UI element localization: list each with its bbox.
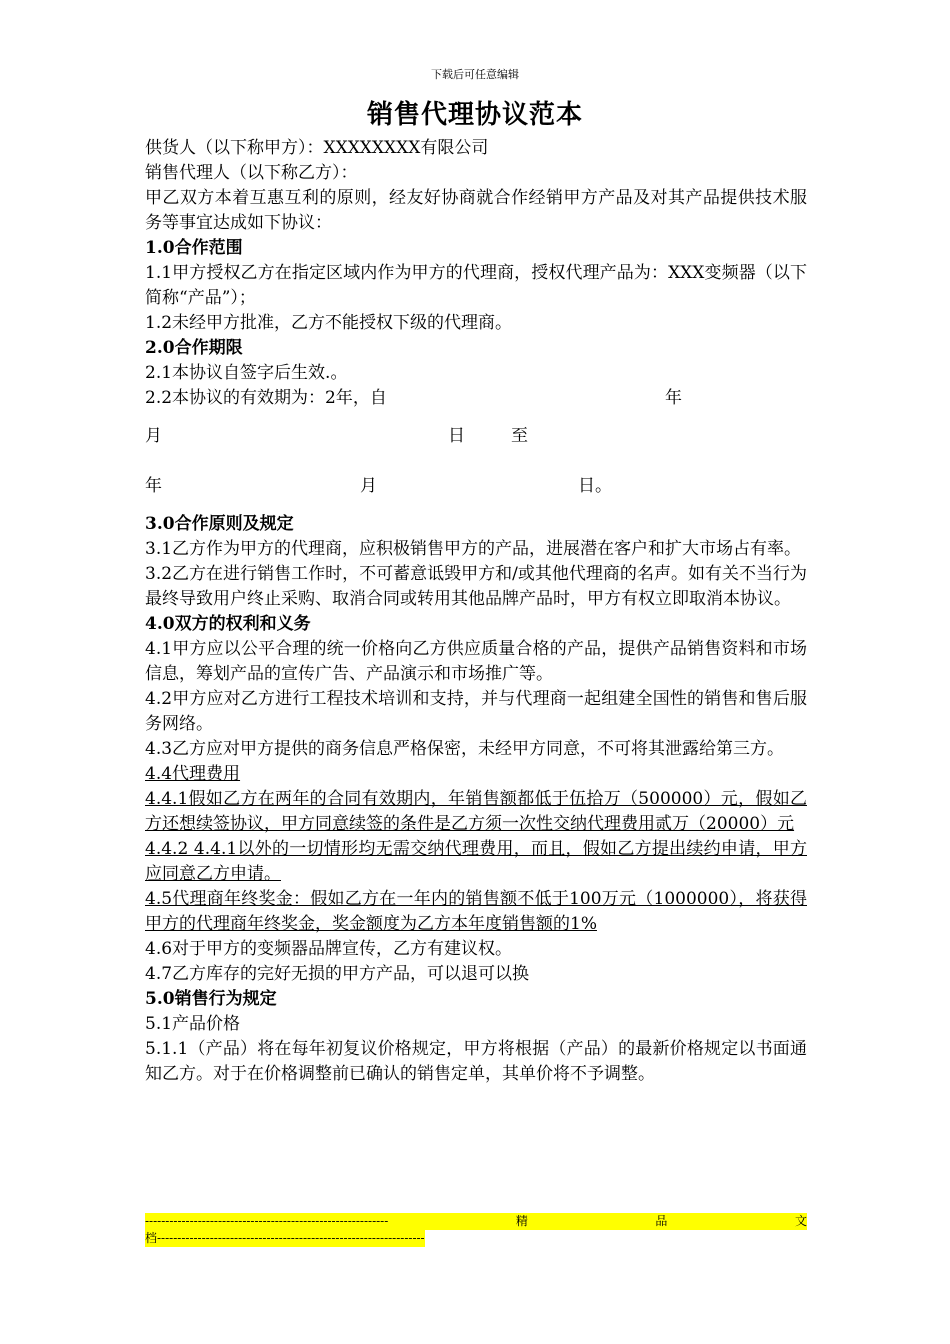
section-4-heading: 4.0双方的权利和义务 (145, 614, 311, 634)
section-1-heading: 1.0合作范围 (145, 238, 243, 258)
date-to: 至 (511, 426, 528, 446)
end-year-blank: 年 (145, 476, 162, 496)
date-line-1 (145, 424, 807, 449)
clause-4-2: 4.2甲方应对乙方进行工程技术培训和支持，并与代理商一起组建全国性的销售和售后服务网络。 (145, 689, 807, 734)
end-day-blank: 日。 (578, 476, 612, 496)
clause-4-4-1: 4.4.1假如乙方在两年的合同有效期内，年销售额都低于伍拾万（500000）元，假如乙方还想续签协议，甲方同意续签的条件是乙方须一次性交纳代理费用贰万（20000）元 (145, 789, 807, 834)
date-month-blank: 月 (145, 426, 162, 446)
footer-banner (145, 1213, 807, 1247)
section-5-heading: 5.0销售行为规定 (145, 989, 277, 1009)
clause-2-2-text: 2.2本协议的有效期为：2年，自 (145, 388, 387, 408)
clause-5-1-1: 5.1.1（产品）将在每年初复议价格规定，甲方将根据（产品）的最新价格规定以书面通知乙方。对于在价格调整前已确认的销售定单，其单价将不予调整。 (145, 1039, 807, 1084)
clause-2-1: 2.1本协议自签字后生效.。 (145, 363, 348, 383)
clause-4-4-2: 4.4.2 4.4.1以外的一切情形均无需交纳代理费用，而且，假如乙方提出续约申请，甲方应同意乙方申请。 (145, 839, 807, 884)
footer-char-2: 品 (655, 1214, 668, 1228)
clause-4-5: 4.5代理商年终奖金：假如乙方在一年内的销售额不低于100万元（1000000），将获得甲方的代理商年终奖金，奖金额度为乙方本年度销售额的1% (145, 889, 807, 934)
header-note: 下载后可任意编辑 (431, 68, 519, 81)
clause-4-7: 4.7乙方库存的完好无损的甲方产品，可以退可以换 (145, 964, 530, 984)
document-title: 销售代理协议范本 (366, 100, 583, 130)
agent-line: 销售代理人（以下称乙方）： (145, 163, 358, 183)
supplier-line: 供货人（以下称甲方）：XXXXXXXX有限公司 (145, 138, 489, 158)
clause-1-1: 1.1甲方授权乙方在指定区域内作为甲方的代理商，授权代理产品为：XXX变频器（以下简称“产品”）； (145, 263, 807, 308)
clause-3-1: 3.1乙方作为甲方的代理商，应积极销售甲方的产品，进展潜在客户和扩大市场占有率。 (145, 539, 802, 559)
clause-4-1: 4.1甲方应以公平合理的统一价格向乙方供应质量合格的产品，提供产品销售资料和市场信息，筹划产品的宣传广告、产品演示和市场推广等。 (145, 639, 807, 684)
end-month-blank: 月 (360, 476, 377, 496)
clause-1-2: 1.2未经甲方批准，乙方不能授权下级的代理商。 (145, 313, 513, 333)
section-3-heading: 3.0合作原则及规定 (145, 514, 294, 534)
clause-4-3: 4.3乙方应对甲方提供的商务信息严格保密，未经甲方同意，不可将其泄露给第三方。 (145, 739, 785, 759)
clause-2-2 (145, 386, 807, 411)
footer-dashes: ------------------------------------------------------------ (145, 1214, 389, 1228)
footer-char-1: 精 (515, 1214, 528, 1228)
clause-3-2: 3.2乙方在进行销售工作时，不可蓄意诋毁甲方和/或其他代理商的名声。如有关不当行为最终导致用户终止采购、取消合同或转用其他品牌产品时，甲方有权立即取消本协议。 (145, 564, 807, 609)
clause-5-1: 5.1产品价格 (145, 1014, 241, 1034)
section-2-heading: 2.0合作期限 (145, 338, 243, 358)
footer-line-2: 档------------------------------------------------------------------ (145, 1231, 425, 1245)
clause-4-6: 4.6对于甲方的变频器品牌宣传，乙方有建议权。 (145, 939, 513, 959)
clause-4-4: 4.4代理费用 (145, 764, 241, 784)
footer-char-3: 文 (794, 1214, 807, 1228)
document-body (145, 136, 807, 1087)
date-year-blank: 年 (665, 388, 682, 408)
preamble: 甲乙双方本着互惠互利的原则，经友好协商就合作经销甲方产品及对其产品提供技术服务等事宜达成如下协议： (145, 188, 807, 233)
date-day-blank: 日 (448, 426, 465, 446)
footer-line-1 (145, 1213, 807, 1230)
date-line-2 (145, 474, 807, 499)
